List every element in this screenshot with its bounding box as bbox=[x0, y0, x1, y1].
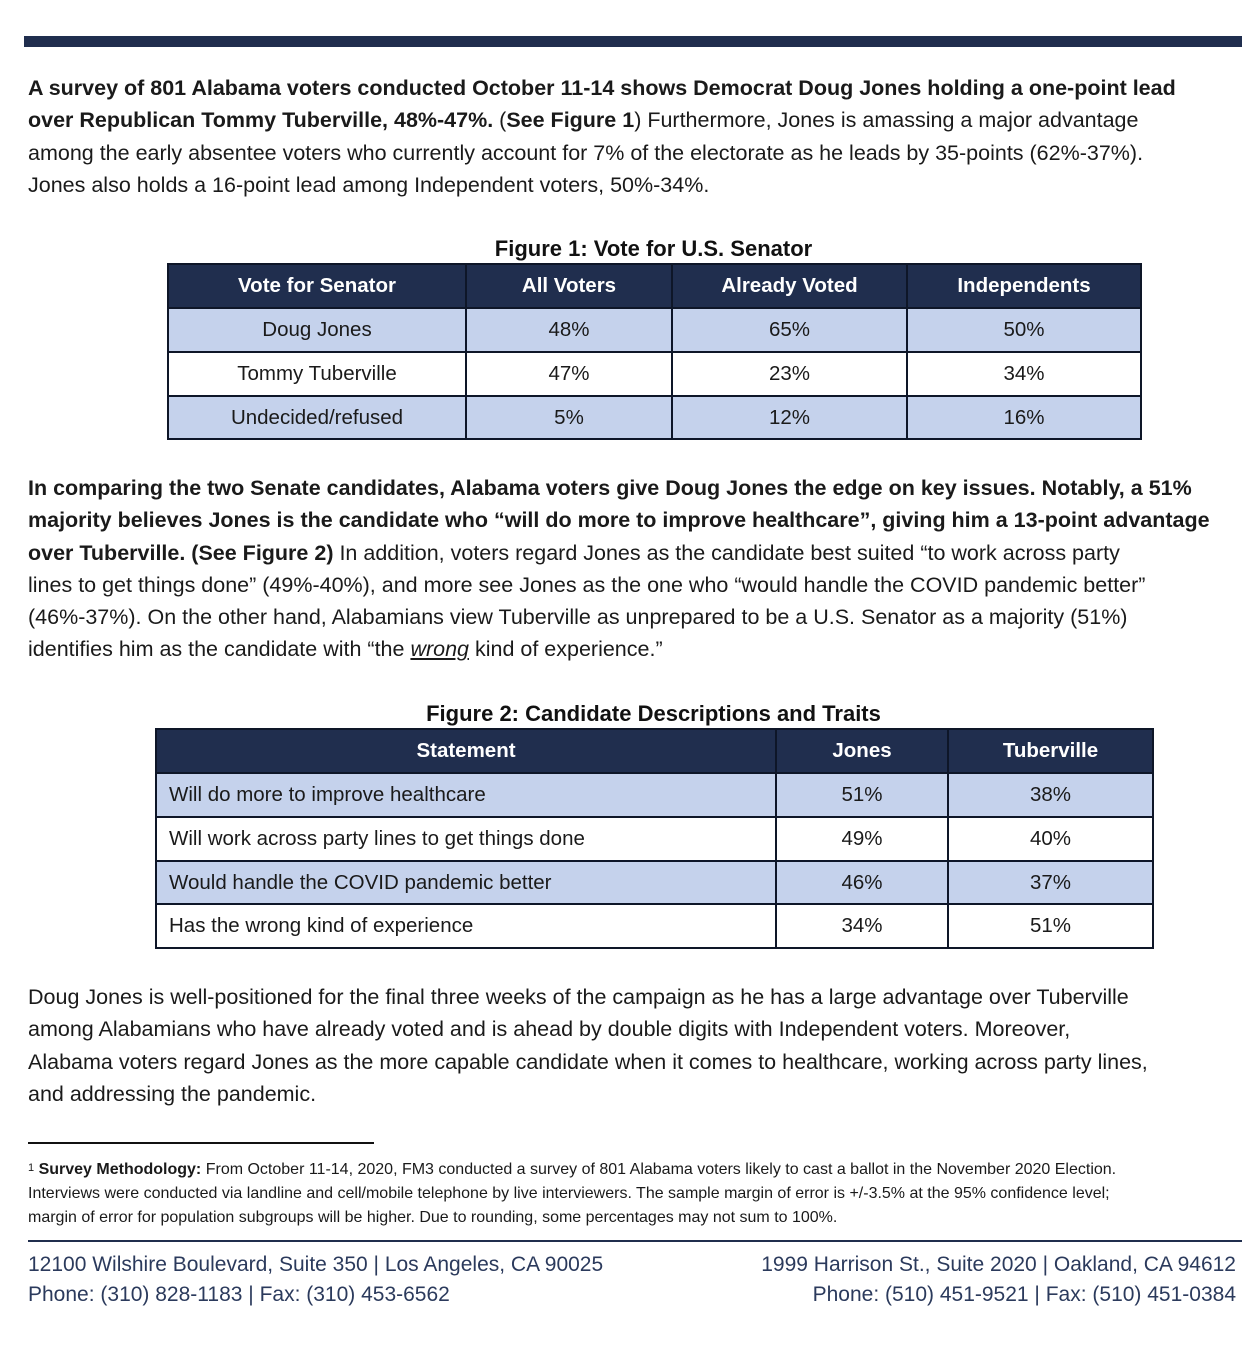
footnote-line-1 bbox=[28, 1158, 1242, 1182]
table-cell: 34% bbox=[907, 352, 1141, 396]
column-header: Vote for Senator bbox=[168, 264, 466, 308]
comparison-line-6-post: kind of experience.” bbox=[469, 637, 663, 662]
figure-1-header-row bbox=[168, 264, 1141, 308]
intro-line-2 bbox=[28, 104, 1242, 136]
conclusion-line-3: Alabama voters regard Jones as the more capable candidate when it comes to healthcare, working across party lines, bbox=[28, 1049, 1148, 1074]
column-header: Statement bbox=[156, 729, 776, 773]
footnote-label: Survey Methodology: bbox=[38, 1161, 202, 1178]
intro-paragraph bbox=[28, 72, 1242, 201]
column-header: Independents bbox=[907, 264, 1141, 308]
footer-right bbox=[761, 1250, 1236, 1310]
intro-line-1: A survey of 801 Alabama voters conducted October 11-14 shows Democrat Doug Jones holding a one-point lead bbox=[28, 76, 1176, 100]
table-cell: Tommy Tuberville bbox=[168, 352, 466, 396]
figure-1-title: Figure 1: Vote for U.S. Senator bbox=[494, 236, 813, 261]
figure-1-table bbox=[167, 263, 1142, 440]
footnote-rule bbox=[28, 1142, 374, 1144]
table-cell: Will work across party lines to get things done bbox=[156, 817, 776, 861]
table-cell: 12% bbox=[672, 396, 907, 439]
table-cell: 47% bbox=[466, 352, 672, 396]
conclusion-line-4: and addressing the pandemic. bbox=[28, 1081, 317, 1106]
table-cell: 48% bbox=[466, 308, 672, 352]
table-cell: 51% bbox=[776, 773, 948, 817]
comparison-paragraph bbox=[28, 472, 1242, 666]
comparison-line-4: lines to get things done” (49%-40%), and more see Jones as the one who “would handle the COVID pandemic better” bbox=[28, 572, 1146, 597]
footnote-line-2: Interviews were conducted via landline and cell/mobile telephone by live interviewers. The sample margin of error is +/-3.5% at the 95% confidence level; bbox=[28, 1185, 1110, 1202]
figure-2-header-row bbox=[156, 729, 1153, 773]
table-row bbox=[168, 308, 1141, 352]
comparison-line-3-bold: over Tuberville. (See Figure 2) bbox=[28, 540, 334, 565]
table-cell: 38% bbox=[948, 773, 1153, 817]
intro-figure-ref: See Figure 1 bbox=[506, 108, 635, 133]
table-cell: 65% bbox=[672, 308, 907, 352]
table-row bbox=[156, 817, 1153, 861]
comparison-line-3-rest: In addition, voters regard Jones as the candidate best suited “to work across party bbox=[333, 540, 1120, 565]
table-cell: 50% bbox=[907, 308, 1141, 352]
intro-line-4: Jones also holds a 16-point lead among Independent voters, 50%-34%. bbox=[28, 172, 710, 197]
table-cell: Doug Jones bbox=[168, 308, 466, 352]
table-row bbox=[156, 773, 1153, 817]
table-cell: 16% bbox=[907, 396, 1141, 439]
table-cell: Undecided/refused bbox=[168, 396, 466, 439]
footnote-text-1: From October 11-14, 2020, FM3 conducted a survey of 801 Alabama voters likely to cast a ballot in the November 2020 Election. bbox=[201, 1161, 1117, 1178]
la-phone: Phone: (310) 828-1183 | Fax: (310) 453-6562 bbox=[28, 1283, 450, 1306]
footnote bbox=[28, 1158, 1242, 1230]
column-header: All Voters bbox=[466, 264, 672, 308]
table-row bbox=[168, 352, 1141, 396]
comparison-line-6 bbox=[28, 633, 1242, 665]
table-cell: Has the wrong kind of experience bbox=[156, 904, 776, 948]
table-row bbox=[156, 861, 1153, 904]
oakland-phone: Phone: (510) 451-9521 | Fax: (510) 451-0384 bbox=[812, 1283, 1236, 1306]
footnote-line-3: margin of error for population subgroups will be higher. Due to rounding, some percentages may not sum to 100%. bbox=[28, 1209, 838, 1226]
table-cell: 37% bbox=[948, 861, 1153, 904]
table-cell: Would handle the COVID pandemic better bbox=[156, 861, 776, 904]
table-row bbox=[156, 904, 1153, 948]
table-row bbox=[168, 396, 1141, 439]
emphasis-wrong: wrong bbox=[410, 637, 469, 662]
conclusion-paragraph bbox=[28, 981, 1242, 1110]
conclusion-line-1: Doug Jones is well-positioned for the final three weeks of the campaign as he has a large advantage over Tuberville bbox=[28, 985, 1129, 1009]
table-cell: 40% bbox=[948, 817, 1153, 861]
table-cell: 49% bbox=[776, 817, 948, 861]
table-cell: 51% bbox=[948, 904, 1153, 948]
footer-rule bbox=[28, 1240, 1242, 1242]
footer-left bbox=[28, 1250, 603, 1310]
oakland-address: 1999 Harrison St., Suite 2020 | Oakland, CA 94612 bbox=[761, 1253, 1236, 1276]
intro-line-2-bold: over Republican Tommy Tuberville, 48%-47%. bbox=[28, 108, 494, 133]
comparison-line-5: (46%-37%). On the other hand, Alabamians view Tuberville as unprepared to be a U.S. Senator as a majority (51%) bbox=[28, 605, 1128, 630]
intro-line-3: among the early absentee voters who currently account for 7% of the electorate as he leads by 35-points (62%-37%). bbox=[28, 140, 1144, 165]
table-cell: 23% bbox=[672, 352, 907, 396]
figure-2-table bbox=[155, 728, 1154, 949]
column-header: Already Voted bbox=[672, 264, 907, 308]
footnote-number: 1 bbox=[28, 1162, 35, 1174]
figure-2-title: Figure 2: Candidate Descriptions and Traits bbox=[426, 701, 881, 726]
la-address: 12100 Wilshire Boulevard, Suite 350 | Los Angeles, CA 90025 bbox=[28, 1253, 604, 1276]
intro-line-2-rest: ) Furthermore, Jones is amassing a major advantage bbox=[634, 108, 1139, 133]
table-cell: 34% bbox=[776, 904, 948, 948]
comparison-line-2: majority believes Jones is the candidate who “will do more to improve healthcare”, giving him a 13-point advantage bbox=[28, 508, 1210, 533]
column-header: Tuberville bbox=[948, 729, 1153, 773]
header-bar bbox=[24, 36, 1242, 47]
table-cell: Will do more to improve healthcare bbox=[156, 773, 776, 817]
intro-ref-open: ( bbox=[493, 108, 507, 133]
comparison-line-6-pre: identifies him as the candidate with “the bbox=[28, 637, 411, 662]
conclusion-line-2: among Alabamians who have already voted and is ahead by double digits with Independent voters. Moreover, bbox=[28, 1017, 1071, 1042]
comparison-line-3 bbox=[28, 537, 1242, 569]
comparison-line-1: In comparing the two Senate candidates, Alabama voters give Doug Jones the edge on key issues. Notably, a 51% bbox=[28, 476, 1192, 500]
table-cell: 5% bbox=[466, 396, 672, 439]
column-header: Jones bbox=[776, 729, 948, 773]
table-cell: 46% bbox=[776, 861, 948, 904]
